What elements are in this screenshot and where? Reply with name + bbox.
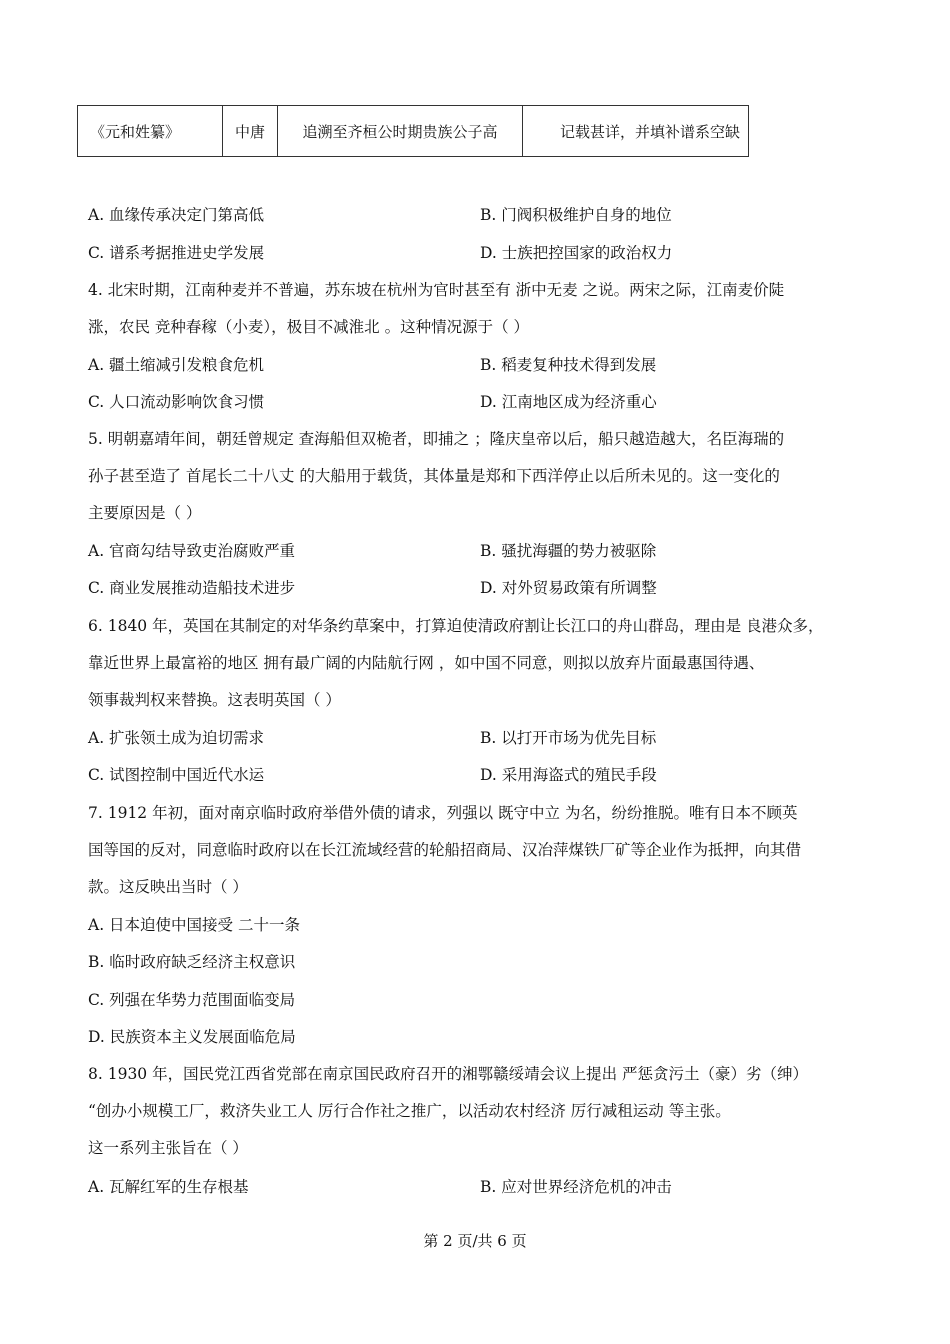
q7-option-c: C. 列强在华势力范围面临变局 [88,991,296,1009]
q8-option-b: B. 应对世界经济危机的冲击 [480,1178,672,1196]
q8-stem-line-2: “创办小规模工厂，救济失业工人 厉行合作社之推广，以活动农村经济 厉行减租运动 等主张。 [88,1102,731,1120]
q5-option-b: B. 骚扰海疆的势力被驱除 [480,542,657,560]
table-cell-note: 记载甚详，并填补谱系空缺 [523,106,749,157]
q4-option-a: A. 疆土缩减引发粮食危机 [88,356,265,374]
q5-option-d: D. 对外贸易政策有所调整 [480,579,657,597]
q4-option-c: C. 人口流动影响饮食习惯 [88,393,265,411]
q6-stem-line-2: 靠近世界上最富裕的地区 拥有最广阔的内陆航行网 ，如中国不同意，则拟以放弃片面最惠国待遇、 [88,654,765,672]
q6-stem-line-1: 6. 1840 年，英国在其制定的对华条约草案中，打算迫使清政府割让长江口的舟山群岛，理由是 良港众多， [88,617,824,635]
q7-option-b: B. 临时政府缺乏经济主权意识 [88,953,296,971]
page-number: 第 2 页/共 6 页 [423,1232,527,1250]
table-cell-book: 《元和姓纂》 [78,106,223,157]
q8-option-a: A. 瓦解红军的生存根基 [88,1178,249,1196]
q8-stem-line-1: 8. 1930 年，国民党江西省党部在南京国民政府召开的湘鄂赣绥靖会议上提出 严惩贪污土（豪）劣（绅） [88,1065,809,1083]
q7-option-d: D. 民族资本主义发展面临危局 [88,1028,296,1046]
q7-stem-line-3: 款。这反映出当时（ ） [88,878,248,896]
q5-stem-line-3: 主要原因是（ ） [88,504,202,522]
q6-option-c: C. 试图控制中国近代水运 [88,766,265,784]
q6-option-d: D. 采用海盗式的殖民手段 [480,766,657,784]
q6-option-b: B. 以打开市场为优先目标 [480,729,657,747]
q7-stem-line-1: 7. 1912 年初，面对南京临时政府举借外债的请求，列强以 既守中立 为名，纷纷推脱。唯有日本不顾英 [88,804,798,822]
q3-option-b: B. 门阀积极维护自身的地位 [480,206,672,224]
q5-stem-line-2: 孙子甚至造了 首尾长二十八丈 的大船用于载货，其体量是郑和下西洋停止以后所未见的。这一变化的 [88,467,780,485]
q5-stem-line-1: 5. 明朝嘉靖年间，朝廷曾规定 查海船但双桅者，即捕之 ；隆庆皇帝以后，船只越造越大，名臣海瑞的 [88,430,785,448]
q4-stem-line-1: 4. 北宋时期，江南种麦并不普遍，苏东坡在杭州为官时甚至有 浙中无麦 之说。两宋之际，江南麦价陡 [88,281,785,299]
q4-stem-line-2: 涨，农民 竞种春稼（小麦），极目不减淮北 。这种情况源于（ ） [88,318,530,336]
table-row [78,106,749,157]
q7-stem-line-2: 国等国的反对，同意临时政府以在长江流域经营的轮船招商局、汉冶萍煤铁厂矿等企业作为抵押，向其借 [88,841,802,859]
table-cell-era: 中唐 [223,106,278,157]
q7-option-a: A. 日本迫使中国接受 二十一条 [88,916,300,934]
q4-option-b: B. 稻麦复种技术得到发展 [480,356,657,374]
q3-option-a: A. 血缘传承决定门第高低 [88,206,265,224]
q4-option-d: D. 江南地区成为经济重心 [480,393,657,411]
q8-stem-line-3: 这一系列主张旨在（ ） [88,1139,248,1157]
q3-option-c: C. 谱系考据推进史学发展 [88,244,265,262]
q5-option-a: A. 官商勾结导致吏治腐败严重 [88,542,296,560]
q3-option-d: D. 士族把控国家的政治权力 [480,244,673,262]
q5-option-c: C. 商业发展推动造船技术进步 [88,579,296,597]
table-cell-origin: 追溯至齐桓公时期贵族公子高 [278,106,523,157]
q6-stem-line-3: 领事裁判权来替换。这表明英国（ ） [88,691,341,709]
q6-option-a: A. 扩张领土成为迫切需求 [88,729,265,747]
genealogy-table [77,105,749,157]
